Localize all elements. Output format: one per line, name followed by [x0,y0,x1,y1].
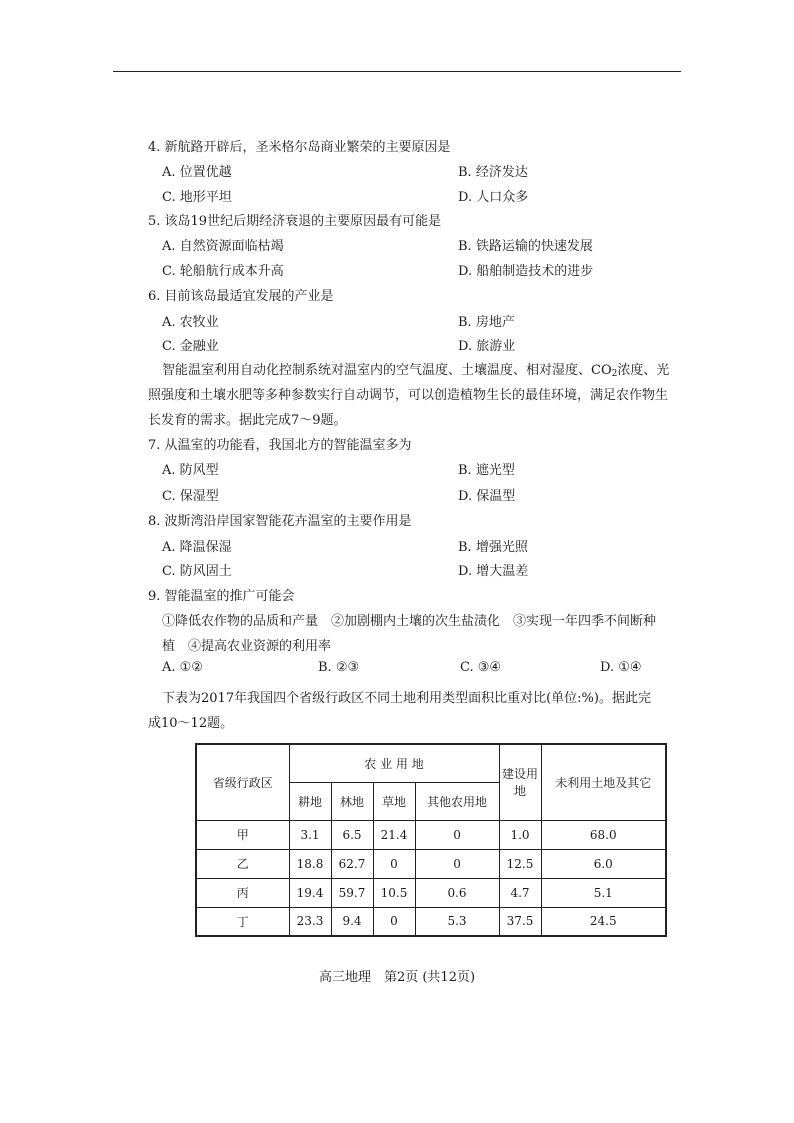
q5-option-d: D. 船舶制造技术的进步 [458,264,594,279]
value-cell: 59.7 [331,878,373,907]
co2-subscript: 2 [611,369,618,379]
value-cell: 37.5 [499,907,541,936]
q9-option-b: B. ②③ [318,660,360,675]
q5-option-c: C. 轮船航行成本升高 [162,264,284,279]
header-other-agri: 其他农用地 [415,782,499,820]
q5-stem: 5. 该岛19世纪后期经济衰退的主要原因最有可能是 [148,214,442,229]
value-cell: 0 [415,849,499,878]
q8-stem: 8. 波斯湾沿岸国家智能花卉温室的主要作用是 [148,514,412,529]
header-unused-land: 未利用土地及其它 [541,744,666,820]
q7-stem: 7. 从温室的功能看，我国北方的智能温室多为 [148,438,412,453]
q6-option-b: B. 房地产 [458,315,515,330]
value-cell: 4.7 [499,878,541,907]
q8-option-c: C. 防风固土 [162,564,232,579]
header-agricultural-land: 农 业 用 地 [289,744,499,782]
q8-option-b: B. 增强光照 [458,540,528,555]
value-cell: 18.8 [289,849,331,878]
value-cell: 5.3 [415,907,499,936]
passage1-line2: 照强度和土壤水肥等多种参数实行自动调节，可以创造植物生长的最佳环境，满足农作物生 [148,388,669,403]
q9-option-c: C. ③④ [460,660,502,675]
passage1-line3: 长发育的需求。据此完成7～9题。 [148,413,347,428]
value-cell: 5.1 [541,878,666,907]
q6-option-c: C. 金融业 [162,339,219,354]
value-cell: 0 [415,820,499,849]
value-cell: 1.0 [499,820,541,849]
value-cell: 23.3 [289,907,331,936]
value-cell: 24.5 [541,907,666,936]
q7-option-d: D. 保温型 [458,489,516,504]
q9-option-a: A. ①② [162,660,203,675]
region-cell: 乙 [196,849,289,878]
table-row [196,849,666,878]
value-cell: 19.4 [289,878,331,907]
header-cropland: 耕地 [289,782,331,820]
q9-option-d: D. ①④ [600,660,642,675]
q6-option-d: D. 旅游业 [458,339,516,354]
q4-option-b: B. 经济发达 [458,165,528,180]
value-cell: 0 [373,907,415,936]
q9-stem: 9. 智能温室的推广可能会 [148,589,295,604]
header-construction-land: 建设用地 [499,744,541,820]
q5-option-a: A. 自然资源面临枯竭 [162,239,284,254]
table-row [196,820,666,849]
region-cell: 丁 [196,907,289,936]
q8-option-a: A. 降温保湿 [162,540,232,555]
value-cell: 21.4 [373,820,415,849]
q7-option-b: B. 遮光型 [458,463,515,478]
q8-option-d: D. 增大温差 [458,564,529,579]
region-cell: 丙 [196,878,289,907]
q9-statements-line1: ①降低农作物的品质和产量 ②加剧棚内土壤的次生盐渍化 ③实现一年四季不间断种 [162,614,657,629]
value-cell: 62.7 [331,849,373,878]
passage1-line1-text: 智能温室利用自动化控制系统对温室内的空气温度、土壤温度、相对湿度、CO [162,363,612,378]
value-cell: 12.5 [499,849,541,878]
q4-stem: 4. 新航路开辟后，圣米格尔岛商业繁荣的主要原因是 [148,140,451,155]
q5-option-b: B. 铁路运输的快速发展 [458,239,593,254]
value-cell: 0.6 [415,878,499,907]
q4-option-d: D. 人口众多 [458,190,529,205]
value-cell: 6.0 [541,849,666,878]
q7-option-c: C. 保湿型 [162,489,219,504]
passage1-line1-tail: 浓度、光 [617,363,670,378]
q4-option-a: A. 位置优越 [162,165,232,180]
q7-option-a: A. 防风型 [162,463,219,478]
header-grassland: 草地 [373,782,415,820]
value-cell: 3.1 [289,820,331,849]
region-cell: 甲 [196,820,289,849]
q6-stem: 6. 目前该岛最适宜发展的产业是 [148,289,334,304]
header-rule [113,71,681,72]
header-forest: 林地 [331,782,373,820]
passage2-line1: 下表为2017年我国四个省级行政区不同土地利用类型面积比重对比(单位:%)。据此完 [162,691,651,706]
value-cell: 68.0 [541,820,666,849]
q4-option-c: C. 地形平坦 [162,190,232,205]
passage1-line1 [162,359,726,379]
value-cell: 6.5 [331,820,373,849]
header-region: 省级行政区 [196,744,289,820]
table-row [196,907,666,936]
value-cell: 10.5 [373,878,415,907]
value-cell: 9.4 [331,907,373,936]
table-row [196,878,666,907]
value-cell: 0 [373,849,415,878]
q6-option-a: A. 农牧业 [162,315,219,330]
land-use-table [195,743,667,937]
q9-statements-line2: 植 ④提高农业资源的利用率 [162,639,332,654]
page-footer: 高三地理 第2页 (共12页) [318,970,476,985]
passage2-line2: 成10～12题。 [148,716,234,731]
